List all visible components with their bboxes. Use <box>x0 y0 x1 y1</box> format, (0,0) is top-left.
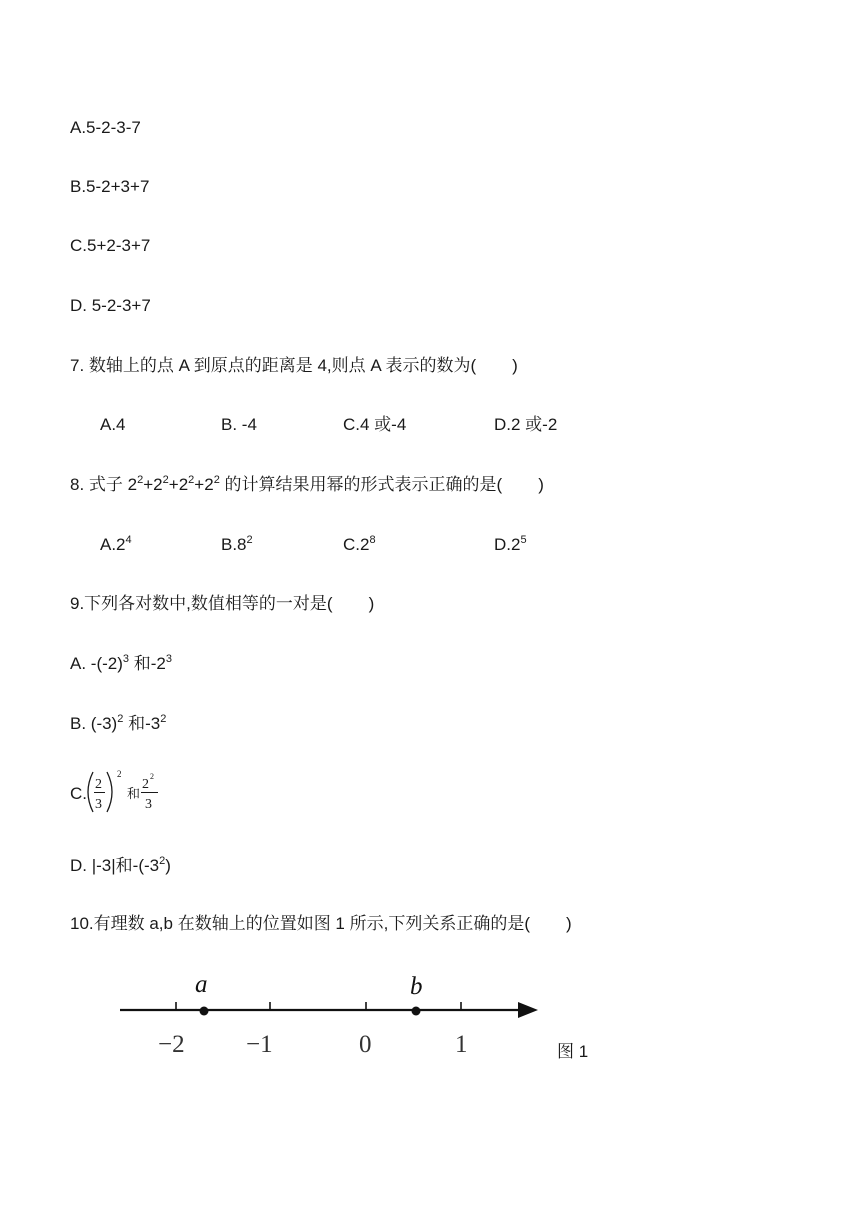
q9-c-outer-exp: 2 <box>117 769 122 779</box>
point-a-label: a <box>195 971 208 998</box>
q8-option-d: $D.2^5$ <box>494 534 527 554</box>
q7-stem-text: 7. 数轴上的点 A 到原点的距离是 4,则点 A 表示的数为( <box>70 356 477 375</box>
q8-stem: 8. 式子 $2^2+2^2+2^2+2^2$ 的计算结果用幂的形式表示正确的是( ) <box>70 474 544 494</box>
q8-option-a: $A.2^4$ <box>100 534 132 554</box>
q9-c-frac1-num: 2 <box>95 777 102 792</box>
figure-caption: 图 1 <box>557 1042 589 1061</box>
q9-option-b: B. $(-3)^2$ 和$-3^2$ <box>70 713 167 733</box>
q10-stem-text: 10.有理数 a,b 在数轴上的位置如图 1 所示,下列关系正确的是( <box>70 914 530 933</box>
q6-option-a: A.5-2-3-7 <box>70 118 141 137</box>
q9-stem <box>70 594 374 614</box>
q7-option-b: B. -4 <box>221 415 257 434</box>
q9-c-prefix: C. <box>70 784 87 803</box>
point-b <box>412 1007 421 1016</box>
tick-label-0: 0 <box>359 1031 372 1058</box>
q10-stem <box>70 914 572 934</box>
q7-option-d: D.2 或-2 <box>494 415 558 434</box>
point-b-label: b <box>410 973 423 1000</box>
q8-option-b: $B.8^2$ <box>221 534 253 554</box>
q6-option-c: C.5+2-3+7 <box>70 236 151 255</box>
q7-stem <box>70 356 518 376</box>
q8-stem-prefix: 8. 式子 <box>70 475 128 494</box>
q8-option-c: $C.2^8$ <box>343 534 376 554</box>
left-paren-icon <box>88 772 93 812</box>
q9-stem-text: 9.下列各对数中,数值相等的一对是( <box>70 594 333 613</box>
q8-close-paren: ) <box>538 475 544 494</box>
q7-close-paren: ) <box>512 356 518 375</box>
tick-label-minus-1: −1 <box>246 1031 273 1058</box>
q9-option-d: D. |-3|和$-(-3^2)$ <box>70 855 171 875</box>
number-line-figure <box>108 964 548 1058</box>
q9-c-and: 和 <box>127 786 141 801</box>
q9-c-frac2-num-exp: 2 <box>150 772 154 781</box>
q10-close-paren: ) <box>566 914 572 933</box>
q7-option-a: A.4 <box>100 415 126 434</box>
q8-stem-suffix: 的计算结果用幂的形式表示正确的是( <box>219 475 503 494</box>
point-a <box>200 1007 209 1016</box>
q7-option-c: C.4 或-4 <box>343 415 407 434</box>
tick-label-1: 1 <box>455 1031 468 1058</box>
q9-option-c <box>68 764 188 820</box>
tick-label-minus-2: −2 <box>158 1031 185 1058</box>
q9-option-a: A. $-(-2)^3$ 和$-2^3$ <box>70 653 172 673</box>
q6-option-b: B.5-2+3+7 <box>70 177 150 196</box>
q9-c-frac2-num: 2 <box>142 777 149 792</box>
q6-option-d: D. 5-2-3+7 <box>70 296 151 315</box>
q9-c-frac1-den: 3 <box>95 797 102 812</box>
right-paren-icon <box>107 772 112 812</box>
q9-close-paren: ) <box>368 594 375 613</box>
q9-c-frac2-den: 3 <box>145 797 152 812</box>
